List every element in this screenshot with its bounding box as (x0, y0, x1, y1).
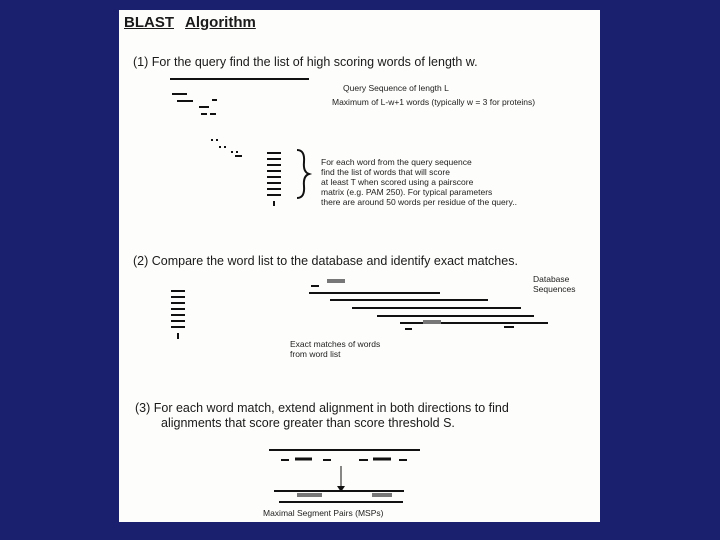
word-list-stack-2 (171, 291, 185, 339)
database-sequences (309, 281, 548, 329)
query-sequence-label: Query Sequence of length L (343, 83, 449, 93)
step3-heading: (3) For each word match, extend alignment in both directions to find alignments that score greater than score threshold S. (135, 401, 509, 430)
slide-paper (119, 10, 600, 522)
title-algorithm: Algorithm (185, 14, 256, 31)
explanation-line: find the list of words that will score (321, 167, 450, 177)
database-sequences-label: Database Sequences (533, 274, 576, 294)
explanation-line: matrix (e.g. PAM 250). For typical parameters (321, 187, 493, 197)
max-words-label: Maximum of L-w+1 words (typically w = 3 for proteins) (332, 97, 536, 107)
step1-heading: (1) For the query find the list of high scoring words of length w. (133, 55, 478, 69)
msp-label: Maximal Segment Pairs (MSPs) (263, 508, 384, 518)
title-blast: BLAST (124, 14, 174, 31)
step2-heading: (2) Compare the word list to the database and identify exact matches. (133, 254, 518, 268)
explanation-line: For each word from the query sequence (321, 157, 472, 167)
extension-diagram (269, 450, 420, 492)
explanation-line: at least T when scored using a pairscore (321, 177, 474, 187)
word-list-stack (267, 153, 281, 206)
msp-lines (274, 491, 404, 502)
exact-matches-label: Exact matches of words from word list (290, 339, 381, 359)
blast-diagram-graphics (119, 10, 600, 522)
curly-brace (297, 150, 309, 198)
explanation-line: there are around 50 words per residue of the query.. (321, 197, 517, 207)
